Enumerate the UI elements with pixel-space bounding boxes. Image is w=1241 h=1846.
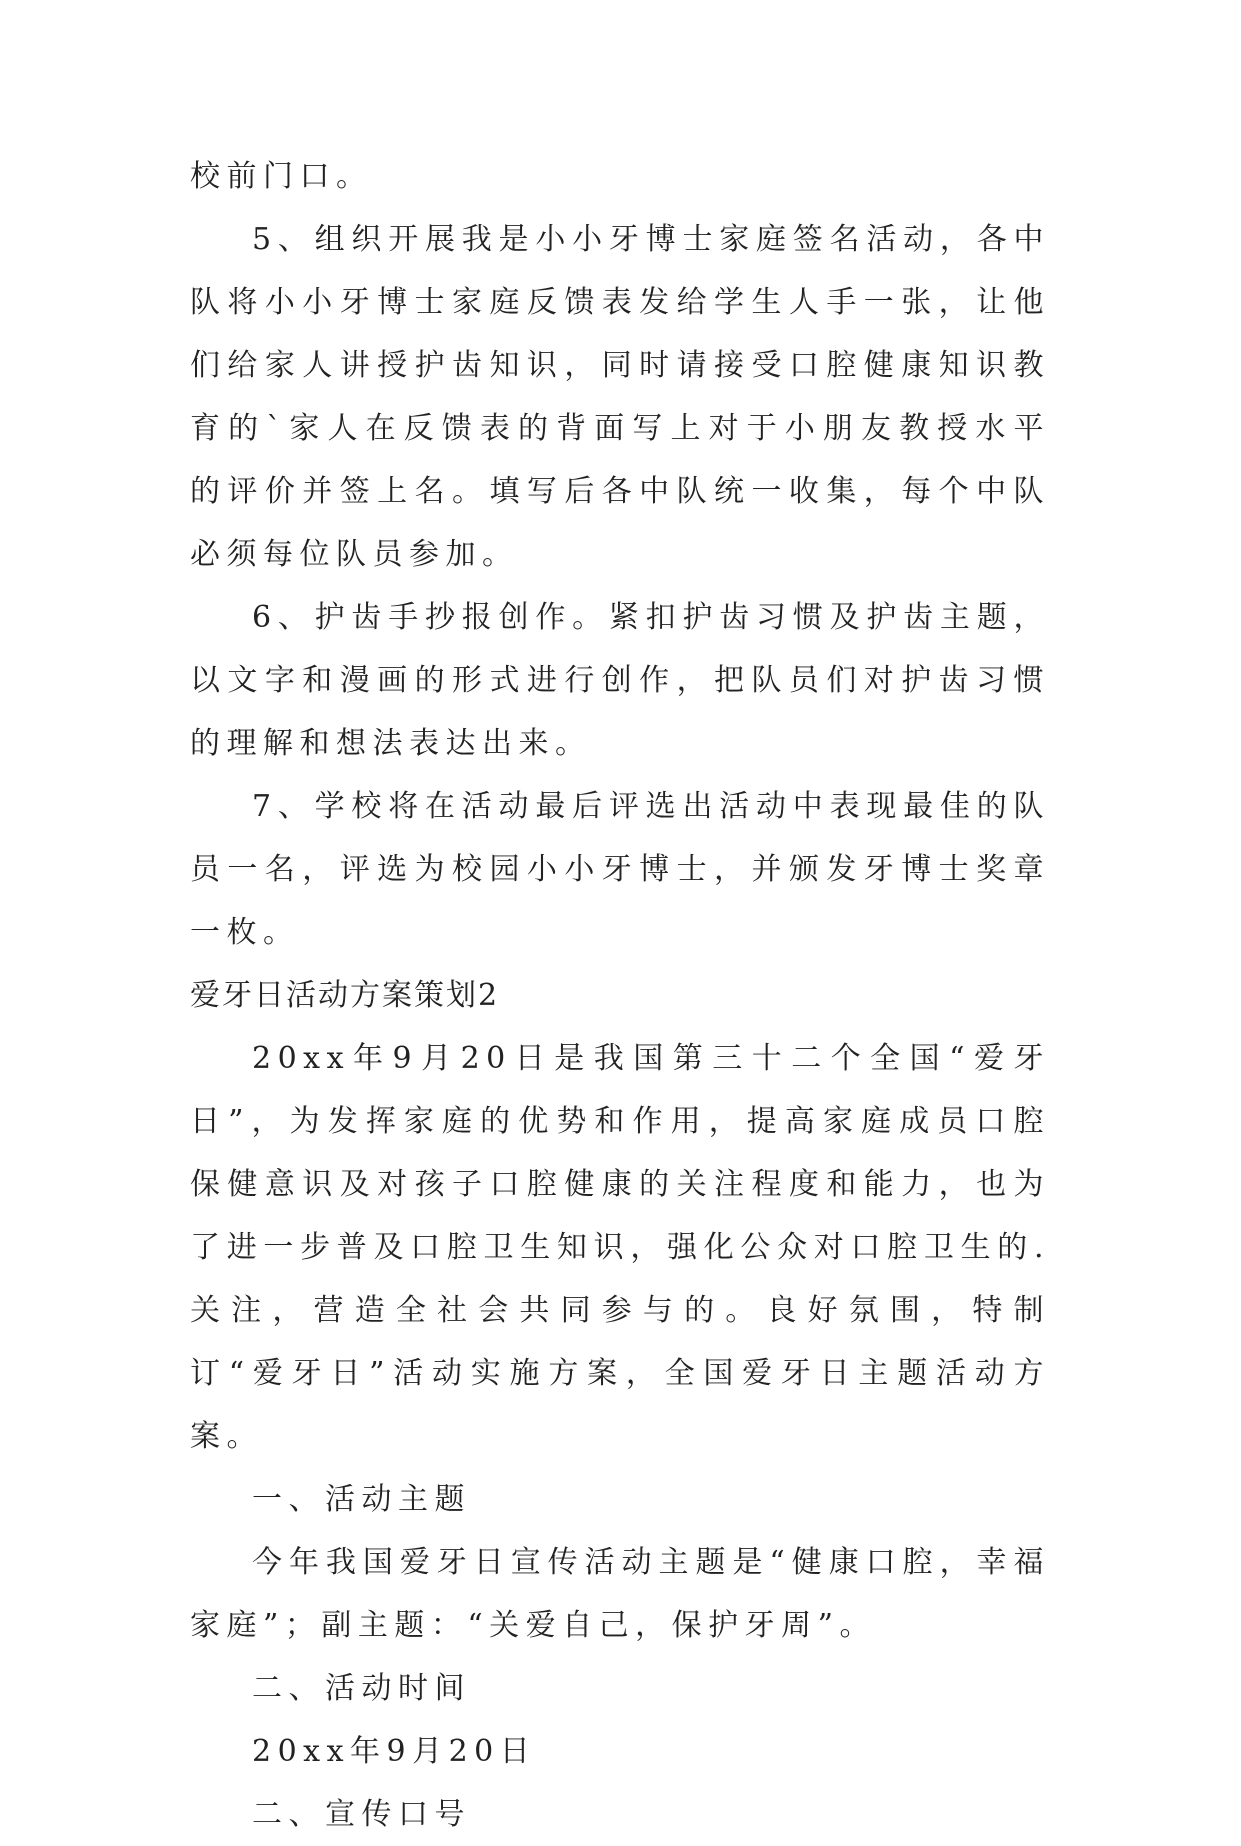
paragraph-continuation: 校前门口。: [190, 159, 373, 194]
paragraph-item-5: 5、组织开展我是小小牙博士家庭签名活动，各中队将小小牙博士家庭反馈表发给学生人手一张，让他们给家人讲授护齿知识，同时请接受口腔健康知识教育的`家人在反馈表的背面写上对于小朋友教授水平的评价并签上名。填写后各中队统一收集，每个中队必须每位队员参加。: [190, 222, 1050, 572]
section-heading: 爱牙日活动方案策划2: [190, 978, 500, 1013]
subheading-theme: 一、活动主题: [252, 1482, 471, 1517]
subheading-time: 二、活动时间: [252, 1671, 471, 1706]
paragraph-intro: 20xx年9月20日是我国第三十二个全国“爱牙日”，为发挥家庭的优势和作用，提高家庭成员口腔保健意识及对孩子口腔健康的关注程度和能力，也为了进一步普及口腔卫生知识，强化公众对口腔卫生的.关注，营造全社会共同参与的。良好氛围，特制订“爱牙日”活动实施方案，全国爱牙日主题活动方案。: [190, 1041, 1050, 1454]
paragraph-item-6: 6、护齿手抄报创作。紧扣护齿习惯及护齿主题，以文字和漫画的形式进行创作，把队员们对护齿习惯的理解和想法表达出来。: [190, 600, 1050, 761]
paragraph-item-7: 7、学校将在活动最后评选出活动中表现最佳的队员一名，评选为校园小小牙博士，并颁发牙博士奖章一枚。: [190, 789, 1050, 950]
paragraph-theme: 今年我国爱牙日宣传活动主题是“健康口腔，幸福家庭”；副主题：“关爱自己，保护牙周”。: [190, 1545, 1050, 1643]
subheading-slogan: 二、宣传口号: [252, 1797, 471, 1832]
paragraph-date: 20xx年9月20日: [252, 1734, 537, 1769]
document-page: [190, 145, 1050, 1846]
